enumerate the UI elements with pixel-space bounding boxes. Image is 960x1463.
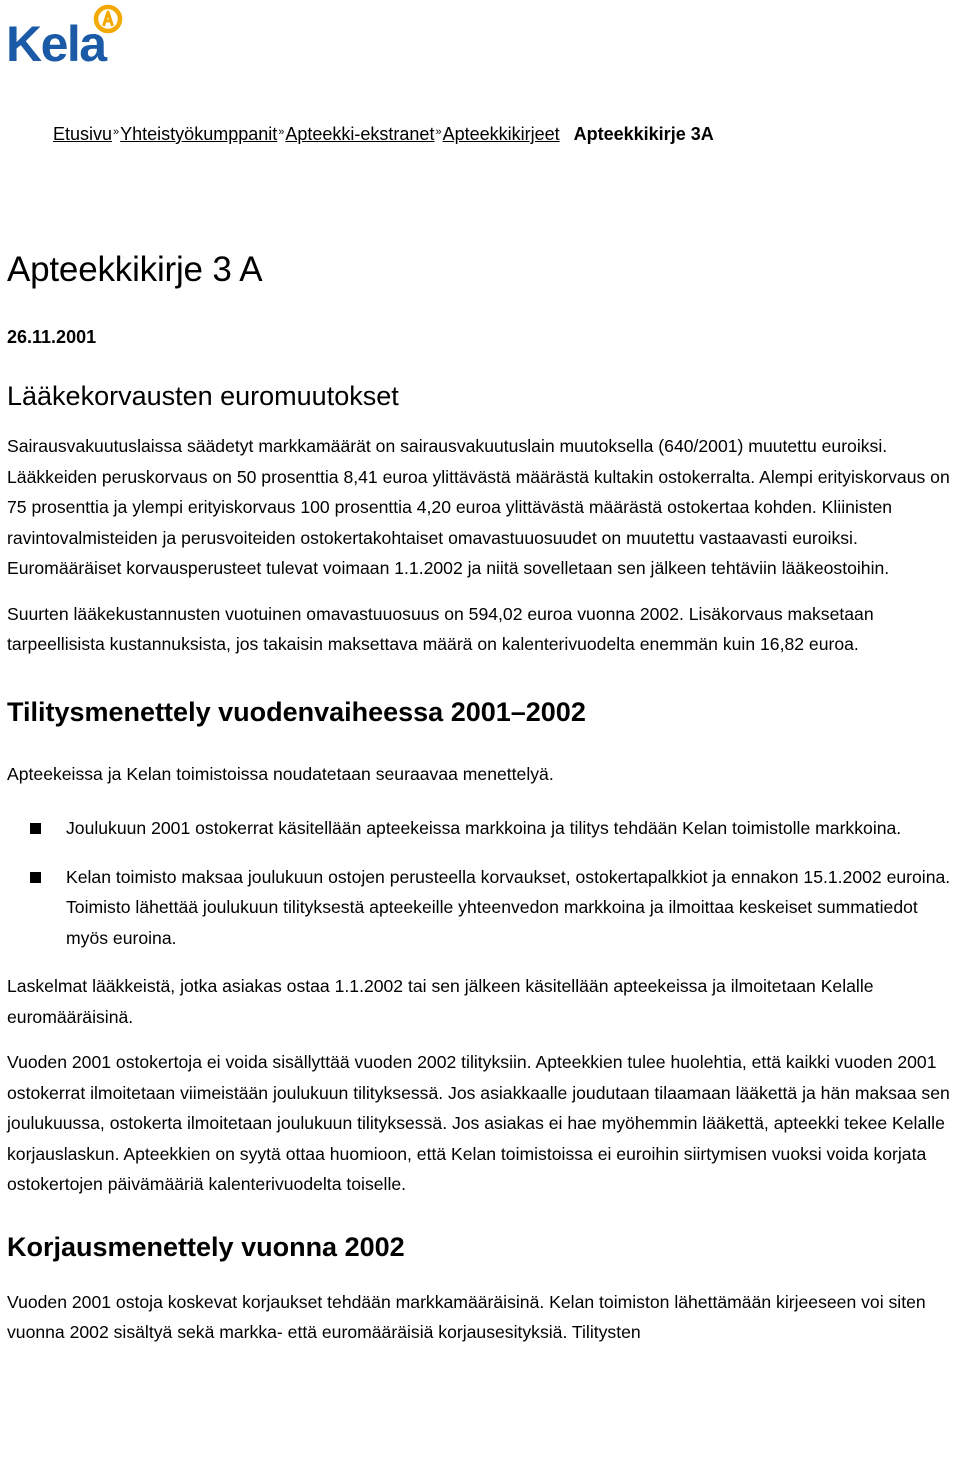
breadcrumb-separator: » bbox=[435, 126, 442, 138]
paragraph: Vuoden 2001 ostoja koskevat korjaukset tehdään markkamääräisinä. Kelan toimiston lähettämään kirjeeseen voi siten vuonna 2002 sisältyä sekä markka- että euromääräisiä korjausesityksiä. Tilitysten bbox=[7, 1291, 926, 1342]
paragraph: Apteekeissa ja Kelan toimistoissa noudatetaan seuraavaa menettelyä. bbox=[7, 763, 554, 784]
list-item-text: Kelan toimisto maksaa joulukuun ostojen perusteella korvaukset, ostokertapalkkiot ja ennakon 15.1.2002 euroina. Toimisto lähettää joulukuun tilityksestä apteekeille yhteenvedon markkoina ja ilmoittaa keskeiset summatiedot myös euroina. bbox=[66, 866, 951, 948]
section-heading-korjausmenettely: Korjausmenettely vuonna 2002 bbox=[7, 1231, 405, 1262]
document-date: 26.11.2001 bbox=[7, 327, 97, 347]
paragraph: Suurten lääkekustannusten vuotuinen omavastuuosuus on 594,02 euroa vuonna 2002. Lisäkorvaus maksetaan tarpeellisista kustannuksista, jos takaisin maksettava määrä on kalenterivuodelta enemmän kuin 16,82 euroa. bbox=[7, 603, 874, 654]
list-item-text: Joulukuun 2001 ostokerrat käsitellään apteekeissa markkoina ja tilitys tehdään Kelan toimistolle markkoina. bbox=[66, 818, 902, 838]
paragraph: Vuoden 2001 ostokertoja ei voida sisällyttää vuoden 2002 tilityksiin. Apteekkien tulee huolehtia, että kaikki vuoden 2001 ostokerrat ilmoitetaan viimeistään joulukuun tilityksessä. Jos asiakkaalle joudutaan tilaamaan lääkettä ja hän maksaa sen joulukuussa, ostokerta ilmoitetaan joulukuun tilityksessä. Jos asiakas ei hae myöhemmin lääkettä, apteekki tekee Kelalle korjauslaskun. Apteekkien on syytä ottaa huomioon, että Kelan toimistoissa ei euroihin siirtymisen vuoksi voida korjata ostokertojen päivämääriä kalenterivuodelta toiselle. bbox=[7, 1052, 950, 1194]
list-item bbox=[7, 813, 960, 844]
kela-logo bbox=[6, 4, 124, 66]
document-content bbox=[7, 247, 960, 1348]
square-bullet-icon bbox=[30, 872, 41, 883]
breadcrumb-current: Apteekkikirje 3A bbox=[573, 124, 714, 144]
breadcrumb bbox=[53, 122, 714, 149]
breadcrumb-link-apteekkikirjeet[interactable]: Apteekkikirjeet bbox=[442, 124, 560, 144]
paragraph: Sairausvakuutuslaissa säädetyt markkamäärät on sairausvakuutuslain muutoksella (640/2001) muutettu euroiksi. Lääkkeiden peruskorvaus on 50 prosenttia 8,41 euroa ylittävästä määrästä kultakin ostokerralta. Alempi erityiskorvaus on 75 prosenttia ja ylempi erityiskorvaus 100 prosenttia 4,20 euroa ylittävästä määrästä ostokertaa kohden. Kliinisten ravintovalmisteiden ja perusvoiteiden ostokertakohtaiset omavastuuosuudet on muutettu vastaavasti euroiksi. Euromääräiset korvausperusteet tulevat voimaan 1.1.2002 ja niitä sovelletaan sen jälkeen tehtäviin lääkeostoihin. bbox=[7, 436, 950, 578]
list-item bbox=[7, 862, 960, 954]
breadcrumb-link-yhteistyokumppanit[interactable]: Yhteistyökumppanit bbox=[120, 124, 278, 144]
logo-wordmark: Kela bbox=[6, 16, 106, 66]
breadcrumb-link-etusivu[interactable]: Etusivu bbox=[53, 124, 113, 144]
paragraph: Laskelmat lääkkeistä, jotka asiakas ostaa 1.1.2002 tai sen jälkeen käsitellään apteekeissa ja ilmoitetaan Kelalle euromääräisinä. bbox=[7, 976, 874, 1027]
section-heading-tilitysmenettely bbox=[7, 694, 960, 730]
bullet-list bbox=[7, 813, 960, 953]
section-heading-euromuutokset: Lääkekorvausten euromuutokset bbox=[7, 381, 399, 411]
breadcrumb-separator: » bbox=[278, 126, 285, 138]
breadcrumb-link-apteekki-ekstranet[interactable]: Apteekki-ekstranet bbox=[285, 124, 435, 144]
square-bullet-icon bbox=[30, 823, 41, 834]
breadcrumb-separator: » bbox=[113, 126, 120, 138]
page-title: Apteekkikirje 3 A bbox=[7, 250, 263, 289]
section-heading-text: Tilitysmenettely vuodenvaiheessa 2001–2002 bbox=[7, 696, 586, 727]
